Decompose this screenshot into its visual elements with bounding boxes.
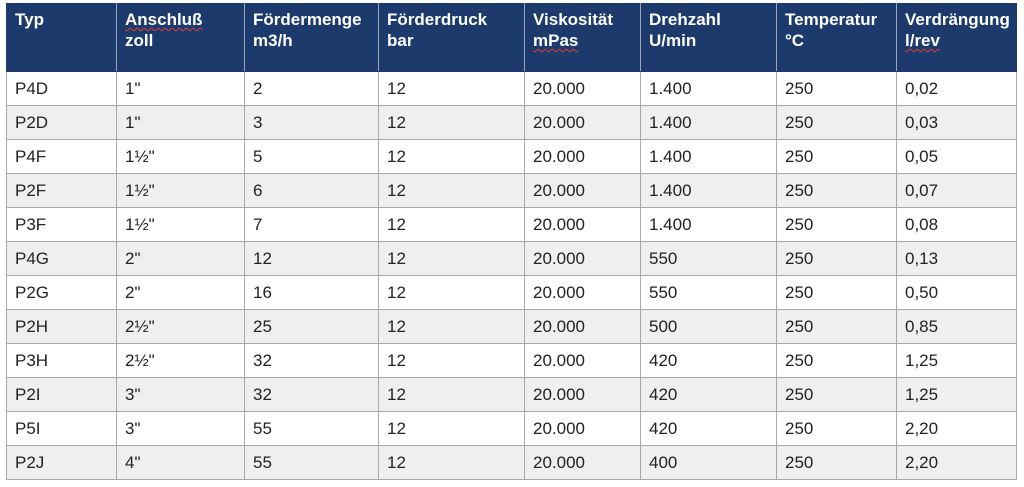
cell-temperatur: 250 — [777, 72, 897, 106]
cell-typ: P4G — [7, 242, 117, 276]
header-label: Viskosität — [533, 10, 614, 29]
cell-foerderdruck: 12 — [379, 310, 525, 344]
cell-typ: P2H — [7, 310, 117, 344]
cell-temperatur: 250 — [777, 310, 897, 344]
header-temperatur — [777, 4, 897, 72]
cell-foerderdruck: 12 — [379, 208, 525, 242]
cell-drehzahl: 1.400 — [641, 174, 777, 208]
cell-foerdermenge: 5 — [245, 140, 379, 174]
header-row — [7, 4, 1017, 72]
cell-temperatur: 250 — [777, 174, 897, 208]
cell-verdraengung: 0,50 — [897, 276, 1017, 310]
cell-anschluss: 1½" — [117, 208, 245, 242]
cell-drehzahl: 400 — [641, 446, 777, 480]
header-drehzahl — [641, 4, 777, 72]
cell-foerdermenge: 25 — [245, 310, 379, 344]
cell-typ: P2F — [7, 174, 117, 208]
cell-typ: P2J — [7, 446, 117, 480]
cell-drehzahl: 1.400 — [641, 208, 777, 242]
cell-drehzahl: 1.400 — [641, 72, 777, 106]
header-unit: zoll — [125, 31, 154, 50]
cell-verdraengung: 0,85 — [897, 310, 1017, 344]
cell-viskositaet: 20.000 — [525, 140, 641, 174]
table-row — [7, 242, 1017, 276]
cell-foerderdruck: 12 — [379, 378, 525, 412]
cell-typ: P2G — [7, 276, 117, 310]
cell-anschluss: 1" — [117, 106, 245, 140]
pump-spec-table — [6, 3, 1017, 480]
header-viskositaet — [525, 4, 641, 72]
cell-foerdermenge: 55 — [245, 446, 379, 480]
header-label: Temperatur — [785, 10, 878, 29]
cell-anschluss: 1½" — [117, 174, 245, 208]
cell-viskositaet: 20.000 — [525, 208, 641, 242]
cell-anschluss: 2½" — [117, 310, 245, 344]
table-row — [7, 276, 1017, 310]
header-anschluss — [117, 4, 245, 72]
cell-typ: P2I — [7, 378, 117, 412]
cell-viskositaet: 20.000 — [525, 276, 641, 310]
cell-verdraengung: 0,05 — [897, 140, 1017, 174]
header-unit: l/rev — [905, 31, 940, 50]
cell-temperatur: 250 — [777, 378, 897, 412]
cell-temperatur: 250 — [777, 242, 897, 276]
header-label: Drehzahl — [649, 10, 721, 29]
cell-foerdermenge: 2 — [245, 72, 379, 106]
header-unit: bar — [387, 31, 414, 50]
header-label: Förderdruck — [387, 10, 488, 29]
header-unit: U/min — [649, 31, 697, 50]
table-row — [7, 72, 1017, 106]
table-row — [7, 208, 1017, 242]
cell-typ: P2D — [7, 106, 117, 140]
cell-typ: P4F — [7, 140, 117, 174]
cell-foerderdruck: 12 — [379, 72, 525, 106]
header-verdraengung — [897, 4, 1017, 72]
cell-verdraengung: 0,07 — [897, 174, 1017, 208]
cell-foerdermenge: 6 — [245, 174, 379, 208]
cell-verdraengung: 0,08 — [897, 208, 1017, 242]
cell-viskositaet: 20.000 — [525, 446, 641, 480]
cell-anschluss: 3" — [117, 412, 245, 446]
header-label: Anschluß — [125, 10, 203, 29]
cell-foerdermenge: 7 — [245, 208, 379, 242]
cell-verdraengung: 0,02 — [897, 72, 1017, 106]
header-unit: mPas — [533, 31, 579, 50]
cell-drehzahl: 1.400 — [641, 106, 777, 140]
cell-drehzahl: 500 — [641, 310, 777, 344]
table-row — [7, 140, 1017, 174]
cell-viskositaet: 20.000 — [525, 174, 641, 208]
cell-foerdermenge: 3 — [245, 106, 379, 140]
cell-temperatur: 250 — [777, 106, 897, 140]
cell-temperatur: 250 — [777, 446, 897, 480]
header-label: Fördermenge — [253, 10, 362, 29]
cell-anschluss: 4" — [117, 446, 245, 480]
cell-temperatur: 250 — [777, 208, 897, 242]
header-foerdermenge — [245, 4, 379, 72]
cell-foerderdruck: 12 — [379, 344, 525, 378]
cell-foerdermenge: 32 — [245, 344, 379, 378]
cell-typ: P3H — [7, 344, 117, 378]
cell-verdraengung: 2,20 — [897, 412, 1017, 446]
cell-temperatur: 250 — [777, 412, 897, 446]
header-unit: m3/h — [253, 31, 293, 50]
header-typ — [7, 4, 117, 72]
cell-temperatur: 250 — [777, 140, 897, 174]
table-row — [7, 310, 1017, 344]
cell-viskositaet: 20.000 — [525, 106, 641, 140]
cell-foerderdruck: 12 — [379, 412, 525, 446]
cell-anschluss: 2" — [117, 242, 245, 276]
cell-temperatur: 250 — [777, 276, 897, 310]
cell-viskositaet: 20.000 — [525, 310, 641, 344]
cell-anschluss: 3" — [117, 378, 245, 412]
cell-temperatur: 250 — [777, 344, 897, 378]
header-label: Typ — [15, 10, 44, 29]
cell-verdraengung: 2,20 — [897, 446, 1017, 480]
header-foerderdruck — [379, 4, 525, 72]
cell-foerderdruck: 12 — [379, 140, 525, 174]
cell-drehzahl: 1.400 — [641, 140, 777, 174]
cell-viskositaet: 20.000 — [525, 378, 641, 412]
table-row — [7, 446, 1017, 480]
cell-drehzahl: 420 — [641, 378, 777, 412]
cell-anschluss: 2" — [117, 276, 245, 310]
cell-foerderdruck: 12 — [379, 106, 525, 140]
cell-typ: P3F — [7, 208, 117, 242]
cell-viskositaet: 20.000 — [525, 344, 641, 378]
cell-foerdermenge: 12 — [245, 242, 379, 276]
header-unit: °C — [785, 31, 805, 50]
cell-verdraengung: 1,25 — [897, 344, 1017, 378]
table-row — [7, 344, 1017, 378]
cell-verdraengung: 0,13 — [897, 242, 1017, 276]
cell-verdraengung: 1,25 — [897, 378, 1017, 412]
cell-viskositaet: 20.000 — [525, 72, 641, 106]
cell-drehzahl: 550 — [641, 276, 777, 310]
table-row — [7, 378, 1017, 412]
cell-foerderdruck: 12 — [379, 242, 525, 276]
cell-verdraengung: 0,03 — [897, 106, 1017, 140]
cell-foerdermenge: 16 — [245, 276, 379, 310]
cell-foerderdruck: 12 — [379, 276, 525, 310]
cell-drehzahl: 420 — [641, 412, 777, 446]
table-header — [7, 4, 1017, 72]
cell-viskositaet: 20.000 — [525, 242, 641, 276]
cell-foerdermenge: 55 — [245, 412, 379, 446]
cell-foerdermenge: 32 — [245, 378, 379, 412]
cell-anschluss: 2½" — [117, 344, 245, 378]
table-body — [7, 72, 1017, 480]
cell-foerderdruck: 12 — [379, 174, 525, 208]
cell-drehzahl: 420 — [641, 344, 777, 378]
cell-viskositaet: 20.000 — [525, 412, 641, 446]
cell-anschluss: 1½" — [117, 140, 245, 174]
table-row — [7, 106, 1017, 140]
cell-typ: P4D — [7, 72, 117, 106]
cell-foerderdruck: 12 — [379, 446, 525, 480]
cell-anschluss: 1" — [117, 72, 245, 106]
table-row — [7, 412, 1017, 446]
cell-drehzahl: 550 — [641, 242, 777, 276]
table-row — [7, 174, 1017, 208]
header-label: Verdrängung — [905, 10, 1010, 29]
cell-typ: P5I — [7, 412, 117, 446]
